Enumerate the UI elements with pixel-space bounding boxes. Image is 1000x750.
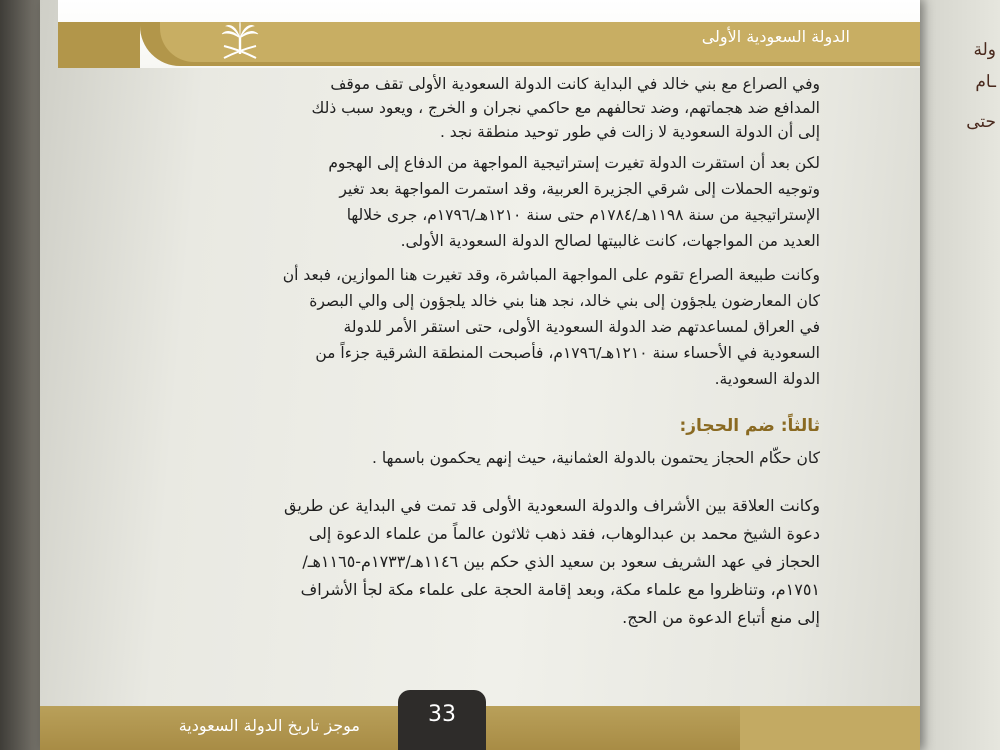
text-line: في العراق لمساعدتهم ضد الدولة السعودية الأولى، حتى استقر الأمر للدولة (343, 318, 820, 336)
text-line: كان المعارضون يلجؤون إلى بني خالد، نجد هنا بني خالد يلجؤون إلى والي البصرة (309, 292, 820, 310)
text-line: إلى منع أتباع الدعوة من الحج. (622, 608, 820, 627)
paragraph-strategy-change (100, 150, 820, 254)
text-line: ١٧٥١م، وتناظروا مع علماء مكة، وبعد إقامة الحجة على علماء مكة لجأ الأشراف (300, 580, 820, 599)
next-page-text-fragment: ولة (973, 40, 996, 60)
footer-book-title: موجز تاريخ الدولة السعودية (178, 716, 360, 735)
running-header-title: الدولة السعودية الأولى (701, 27, 850, 46)
text-line: الدولة السعودية. (714, 370, 820, 388)
next-page-text-fragment: حتى (966, 112, 996, 132)
paragraph-bani-khalid-conflict (100, 72, 820, 144)
text-line: لكن بعد أن استقرت الدولة تغيرت إستراتيجية المواجهة من الدفاع إلى الهجوم (328, 154, 820, 172)
text-line: السعودية في الأحساء سنة ١٢١٠هـ/١٧٩٦م، فأصبحت المنطقة الشرقية جزءاً من (315, 344, 820, 362)
text-line: دعوة الشيخ محمد بن عبدالوهاب، فقد ذهب ثلاثون عالماً من علماء الدعوة إلى (308, 524, 820, 543)
text-line: وفي الصراع مع بني خالد في البداية كانت الدولة السعودية الأولى تقف موقف (330, 75, 820, 93)
text-line: الحجاز في عهد الشريف سعود بن سعيد الذي حكم بين ١١٤٦هـ/١٧٣٣م-١١٦٥هـ/ (302, 552, 820, 571)
text-line: كان حكّام الحجاز يحتمون بالدولة العثمانية، حيث إنهم يحكمون باسمها . (372, 449, 820, 467)
page-number: 33 (428, 702, 456, 727)
next-page-text-fragment: ـام (975, 72, 996, 92)
saudi-emblem-palm-swords-icon (218, 20, 262, 64)
paragraph-direct-confrontation (100, 262, 820, 392)
header-left-block (58, 22, 140, 68)
section-heading: ثالثاً: ضم الحجاز: (679, 416, 820, 436)
text-line: إلى أن الدولة السعودية لا زالت في طور توحيد منطقة نجد . (439, 123, 820, 141)
text-line: وتوجيه الحملات إلى شرقي الجزيرة العربية، وقد استمرت المواجهة بعد تغير (339, 180, 820, 198)
footer-right-block (740, 706, 920, 750)
section-intro (100, 446, 820, 470)
paragraph-hijaz-relations (100, 492, 820, 632)
text-line: العديد من المواجهات، كانت غالبيتها لصالح الدولة السعودية الأولى. (400, 232, 820, 250)
text-line: الإستراتيجية من سنة ١١٩٨هـ/١٧٨٤م حتى سنة ١٢١٠هـ/١٧٩٦م، جرى خلالها (346, 206, 820, 224)
text-line: وكانت العلاقة بين الأشراف والدولة السعودية الأولى قد تمت في البداية عن طريق (284, 496, 820, 515)
text-line: المدافع ضد هجماتهم، وضد تحالفهم مع حاكمي نجران و الخرج ، ويعود سبب ذلك (311, 99, 820, 117)
text-line: وكانت طبيعة الصراع تقوم على المواجهة المباشرة، وقد تغيرت هنا الموازين، فبعد أن (282, 266, 820, 284)
